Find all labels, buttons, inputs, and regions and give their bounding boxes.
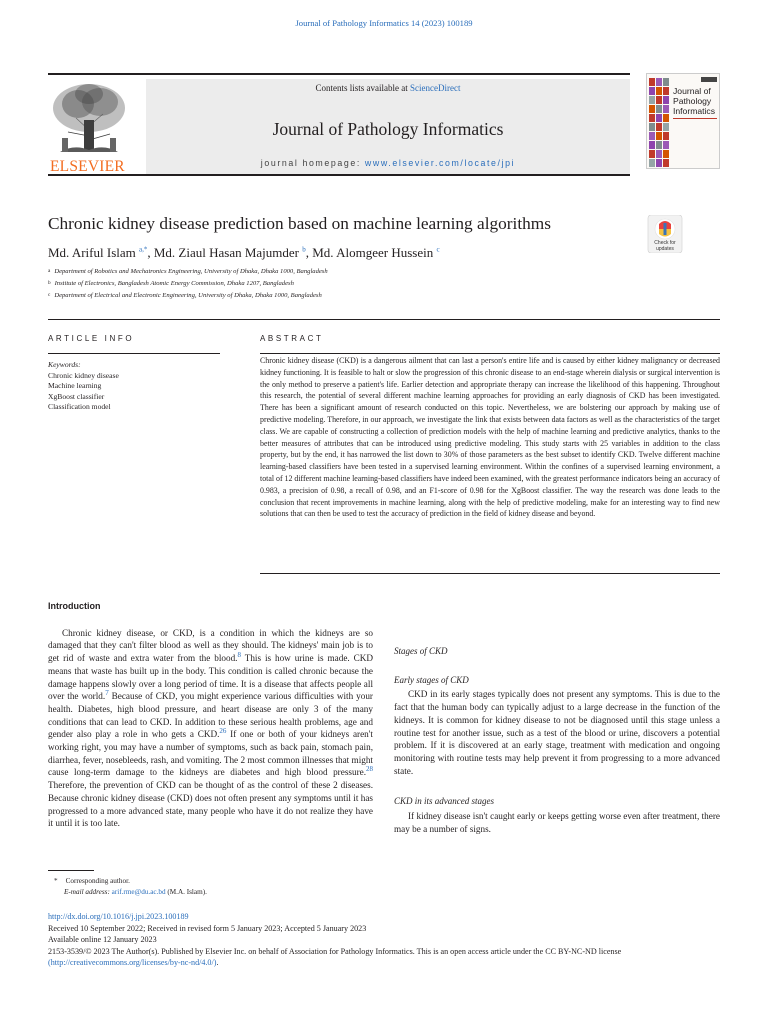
elsevier-wordmark: ELSEVIER	[50, 158, 125, 175]
early-stages-text: CKD in its early stages typically does not present any symptoms. This is due to the fact that the human body can typically adjust to a large decrease in the function of the kidneys. It is common for kidney disease to not be diagnosed until this stage unless a routine test for another issue, such as a test of the blood or urine, discovers a potential problem. If it is discovered at an early stage, treatment with medication and ongoing monitoring with routine tests may help prevent it from progressing to a more advanced state.	[394, 689, 720, 776]
author-name: Md. Ariful Islam	[48, 245, 136, 260]
introduction-heading: Introduction	[48, 601, 101, 611]
introduction-continuation	[394, 598, 720, 628]
intro-text: Therefore, the prevention of CKD can be thought of as the control of these 2 diseases. Because chronic kidney disease (CKD) does not often present any symptoms until it has progressed to a more advanced state, many people who have it do not realize they have it until it is too late.	[48, 780, 373, 829]
reference-link[interactable]: 28	[366, 765, 373, 774]
article-front-matter	[48, 911, 728, 969]
footnote-rule	[48, 870, 94, 871]
contents-line	[146, 83, 630, 93]
reference-link[interactable]: 26	[219, 727, 227, 736]
license-suffix: .	[216, 958, 219, 968]
journal-name: Journal of Pathology Informatics	[272, 119, 504, 139]
crossmark-label-1: Check for	[654, 240, 676, 246]
abstract-heading: ABSTRACT	[260, 334, 324, 343]
corresponding-author-note	[48, 876, 207, 898]
article-title: Chronic kidney disease prediction based on machine learning algorithms	[48, 214, 551, 233]
keyword-item: Chronic kidney disease	[48, 370, 119, 380]
corresponding-line	[48, 876, 207, 887]
affiliation-mark: c	[48, 292, 51, 298]
affiliation-text: Department of Electrical and Electronic Engineering, University of Dhaka, Dhaka 1000, Bangladesh	[54, 292, 322, 299]
keyword-item: XgBoost classifier	[48, 391, 105, 401]
advanced-stages-text: If kidney disease isn't caught early or keeps getting worse even after treatment, there may be a number of signs.	[394, 811, 720, 834]
article-info-heading: ARTICLE INFO	[48, 334, 135, 343]
cover-title-line1: Journal of	[673, 86, 711, 96]
received-dates: Received 10 September 2022; Received in revised form 5 January 2023; Accepted 5 January 2023	[48, 923, 367, 933]
author-affiliation-mark[interactable]: a,*	[139, 245, 148, 254]
reference-link[interactable]: 7	[105, 689, 109, 698]
author-affiliation-mark[interactable]: c	[436, 245, 440, 254]
homepage-prefix: journal homepage:	[260, 158, 365, 168]
masthead-center-panel	[146, 79, 630, 174]
cover-title-line3: Informatics	[673, 106, 716, 116]
keyword-item: Classification model	[48, 402, 111, 412]
homepage-link[interactable]: www.elsevier.com/locate/jpi	[364, 158, 516, 168]
sciencedirect-link[interactable]: ScienceDirect	[410, 83, 461, 93]
affiliation-a	[48, 268, 328, 275]
doi-link[interactable]: http://dx.doi.org/10.1016/j.jpi.2023.100189	[48, 912, 189, 921]
article-info-rule	[48, 353, 220, 354]
author-name: Md. Alomgeer Hussein	[312, 245, 434, 260]
author-name: Md. Ziaul Hasan Majumder	[153, 245, 299, 260]
journal-citation[interactable]: Journal of Pathology Informatics 14 (2023) 100189	[295, 18, 473, 28]
cover-title-line2: Pathology	[673, 96, 712, 106]
corresponding-label: Corresponding author.	[65, 877, 130, 885]
author-separator: ,	[305, 245, 313, 260]
section-divider	[48, 319, 720, 320]
available-online: Available online 12 January 2023	[48, 935, 157, 945]
journal-masthead	[48, 73, 630, 176]
intro-text: If one or both of your kidneys aren't working right, you may have a number of symptoms, such as back pain, stomach pain, diarrhea, fever, nosebleeds, rash, and vomiting. The 2 most common illnesses that might cause long-term damage to the kidneys are diabetes and high blood pressure.	[48, 729, 373, 778]
affiliation-text: Institute of Electronics, Bangladesh Atomic Energy Commission, Dhaka 1207, Bangladesh	[54, 280, 294, 287]
affiliation-text: Department of Robotics and Mechatronics Engineering, University of Dhaka, Dhaka 1000, Bangladesh	[54, 268, 328, 275]
keywords-block	[48, 360, 119, 413]
intro-text: Chronic kidney disease, or CKD, is a condition in which the kidneys are so damaged that they can't filter blood as well as they should. The kidneys' main job is to get rid of waste and extra water from the blood.	[48, 627, 373, 664]
crossmark-icon	[646, 215, 684, 253]
contents-prefix: Contents lists available at	[315, 83, 410, 93]
affiliation-b	[48, 280, 294, 287]
elsevier-tree-logo	[48, 80, 130, 175]
body-left-column	[48, 600, 373, 845]
email-line	[48, 887, 207, 898]
affiliation-c	[48, 292, 322, 299]
reference-link[interactable]: 8	[237, 651, 241, 660]
early-stages-heading: Early stages of CKD	[394, 674, 469, 685]
email-label: E-mail address:	[64, 888, 112, 896]
author-separator: ,	[147, 245, 154, 260]
crossmark-label-2: updates	[656, 246, 674, 252]
affiliation-mark: a	[48, 268, 51, 274]
intro-text: This is how urine is made. CKD means that waste has built up in the body. This condition is called chronic because the damage happens slowly over a long period of time. It is a disease that affects people all over the world.	[48, 653, 373, 702]
email-suffix: (M.A. Islam).	[165, 888, 207, 896]
intro-text: Because of CKD, you might experience various difficulties with your health. Diabetes, high blood pressure, and heart disease are only 3 of the many conditions that can lead to CKD. In addition to these serious health problems, age and gender also play a role in who gets a CKD.	[48, 691, 373, 740]
stages-section	[394, 645, 720, 835]
abstract-bottom-rule	[260, 573, 720, 574]
introduction-paragraph	[48, 627, 373, 830]
homepage-line	[146, 158, 630, 168]
author-list	[48, 245, 440, 261]
journal-cover-image[interactable]	[646, 73, 720, 169]
email-link[interactable]: arif.rme@du.ac.bd	[111, 888, 166, 896]
author-affiliation-mark[interactable]: b	[302, 245, 306, 254]
stages-heading: Stages of CKD	[394, 646, 448, 656]
abstract-text: Chronic kidney disease (CKD) is a dangerous ailment that can last a person's entire life and is caused by either kidney malignancy or decreased kidney functioning. It is feasible to halt or slow the progression of this chronic disease to an end-stage wherein dialysis or surgical intervention is the only method to preserve a patient's life. Earlier detection and appropriate therapy can increase the likelihood of this happening. Throughout this research, the potential of several different machine learning approaches for providing an early diagnosis of CKD has been investigated. There has been a significant amount of research conducted on this topic. Nevertheless, we are bolstering our approach by making use of predictive modeling. Therefore, in our approach, we investigate the link that exists between data factors as well as the characteristics of the target class. We are capable of constructing a collection of prediction models with the help of machine learning and predictive analytics, thanks to the better measures of attributes that can be introduced using predictive modeling. This study starts with 25 variables in addition to the class property, but by the end, it has narrowed the list down to 30% of those parameters as the best subset to identify CKD. Twelve different machine learning-based classifiers have been tested in a supervised learning environment. Within the confines of a supervised learning environment, a total of 12 different machine learning-based classifiers have indeed been examined, with the greatest performance indicators being an accuracy of 0.983, a precision of 0.98, a recall of 0.98, and an F1-score of 0.98 for the XgBoost classifier. The way the research was done leads to the conclusion that recent improvements in machine learning, along with the help of predictive modeling, make for an interesting way to find new solutions that can then be used to test the accuracy of prediction in the field of kidney disease and beyond.	[260, 356, 720, 519]
affiliation-mark: b	[48, 280, 51, 286]
check-for-updates-badge[interactable]	[646, 215, 684, 253]
abstract-rule	[260, 353, 720, 354]
keyword-item: Machine learning	[48, 381, 102, 391]
keywords-label: Keywords:	[48, 360, 81, 369]
license-text: 2153-3539/© 2023 The Author(s). Published by Elsevier Inc. on behalf of Association for Pathology Informatics. This is an open access article under the CC BY-NC-ND license	[48, 946, 622, 956]
footnote-mark: *	[54, 877, 58, 885]
advanced-stages-heading: CKD in its advanced stages	[394, 796, 494, 807]
license-link[interactable]: (http://creativecommons.org/licenses/by-nc-nd/4.0/)	[48, 958, 217, 968]
